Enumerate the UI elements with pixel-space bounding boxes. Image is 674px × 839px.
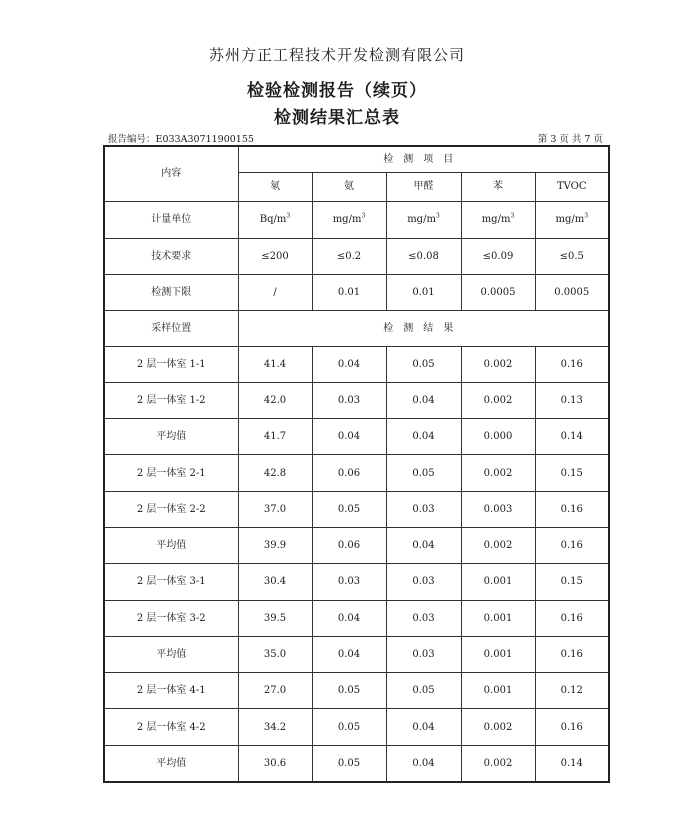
unit-exponent: 3: [510, 212, 515, 220]
value-cell: 0.16: [535, 636, 609, 672]
location-cell: 2 层一体室 4-2: [104, 709, 238, 745]
limit-cell: 0.01: [386, 274, 461, 310]
value-cell: 0.16: [535, 709, 609, 745]
value-cell: 0.03: [386, 491, 461, 527]
unit-exponent: 3: [286, 212, 291, 220]
limit-cell: 0.0005: [461, 274, 535, 310]
value-cell: 0.05: [312, 709, 386, 745]
table-row: [104, 745, 609, 781]
value-cell: 0.002: [461, 382, 535, 418]
value-cell: 0.002: [461, 455, 535, 491]
value-cell: 0.16: [535, 527, 609, 563]
value-cell: 0.06: [312, 527, 386, 563]
value-cell: 0.04: [386, 527, 461, 563]
table-row: [104, 709, 609, 745]
value-cell: 0.05: [312, 673, 386, 709]
report-meta: [108, 131, 603, 145]
location-cell: 2 层一体室 1-1: [104, 346, 238, 382]
unit-exponent: 3: [435, 212, 440, 220]
pollutant-header: TVOC: [535, 172, 609, 201]
unit-exponent: 3: [584, 212, 589, 220]
value-cell: 42.0: [238, 382, 312, 418]
value-cell: 0.04: [386, 709, 461, 745]
value-cell: 0.05: [386, 673, 461, 709]
report-subtitle: 检测结果汇总表: [274, 108, 400, 128]
limit-cell: 0.01: [312, 274, 386, 310]
requirement-cell: ≤0.2: [312, 238, 386, 274]
limit-label: 检测下限: [104, 274, 238, 310]
company-name: 苏州方正工程技术开发检测有限公司: [208, 46, 465, 64]
value-cell: 0.002: [461, 745, 535, 781]
value-cell: 34.2: [238, 709, 312, 745]
unit-base: Bq/m: [259, 214, 287, 225]
unit-cell: [238, 201, 312, 238]
location-cell: 2 层一体室 2-2: [104, 491, 238, 527]
requirement-label: 技术要求: [104, 238, 238, 274]
value-cell: 39.5: [238, 600, 312, 636]
requirement-cell: ≤200: [238, 238, 312, 274]
requirement-cell: ≤0.08: [386, 238, 461, 274]
page-info: 第 3 页 共 7 页: [537, 134, 603, 145]
table-row: [104, 673, 609, 709]
results-table-body: [104, 146, 609, 782]
location-cell: 2 层一体室 3-2: [104, 600, 238, 636]
value-cell: 0.03: [312, 564, 386, 600]
value-cell: 0.13: [535, 382, 609, 418]
value-cell: 0.03: [386, 636, 461, 672]
pollutant-header: 氨: [312, 172, 386, 201]
value-cell: 0.002: [461, 346, 535, 382]
limit-cell: /: [238, 274, 312, 310]
table-row: [104, 274, 609, 310]
value-cell: 0.15: [535, 455, 609, 491]
value-cell: 0.03: [386, 600, 461, 636]
value-cell: 0.001: [461, 564, 535, 600]
value-cell: 0.16: [535, 600, 609, 636]
value-cell: 0.14: [535, 745, 609, 781]
table-row: [104, 201, 609, 238]
value-cell: 39.9: [238, 527, 312, 563]
value-cell: 30.4: [238, 564, 312, 600]
requirement-cell: ≤0.09: [461, 238, 535, 274]
value-cell: 41.4: [238, 346, 312, 382]
value-cell: 0.05: [312, 745, 386, 781]
items-header: 检测项目: [238, 146, 609, 172]
table-row: [104, 310, 609, 346]
pollutant-header: 氡: [238, 172, 312, 201]
content-header: 内容: [104, 146, 238, 201]
table-row: [104, 455, 609, 491]
value-cell: 0.001: [461, 636, 535, 672]
value-cell: 0.06: [312, 455, 386, 491]
table-row: [104, 564, 609, 600]
table-row: [104, 491, 609, 527]
pollutant-header: 苯: [461, 172, 535, 201]
value-cell: 0.05: [386, 346, 461, 382]
table-row: [104, 238, 609, 274]
unit-base: mg/m: [332, 214, 362, 225]
unit-base: mg/m: [555, 214, 585, 225]
unit-base: mg/m: [481, 214, 511, 225]
value-cell: 0.04: [312, 346, 386, 382]
value-cell: 0.03: [312, 382, 386, 418]
unit-base: mg/m: [407, 214, 436, 225]
table-row: [104, 636, 609, 672]
value-cell: 0.14: [535, 419, 609, 455]
table-row: [104, 600, 609, 636]
value-cell: 0.03: [386, 564, 461, 600]
table-row: [104, 382, 609, 418]
location-cell: 2 层一体室 1-2: [104, 382, 238, 418]
unit-cell: [535, 201, 609, 238]
value-cell: 0.002: [461, 709, 535, 745]
location-cell: 平均值: [104, 745, 238, 781]
location-cell: 2 层一体室 4-1: [104, 673, 238, 709]
value-cell: 42.8: [238, 455, 312, 491]
value-cell: 0.003: [461, 491, 535, 527]
requirement-cell: ≤0.5: [535, 238, 609, 274]
value-cell: 0.002: [461, 527, 535, 563]
location-cell: 平均值: [104, 636, 238, 672]
pollutant-header: 甲醛: [386, 172, 461, 201]
table-row: [104, 346, 609, 382]
value-cell: 0.001: [461, 600, 535, 636]
table-row: [104, 527, 609, 563]
value-cell: 41.7: [238, 419, 312, 455]
value-cell: 0.04: [312, 600, 386, 636]
unit-cell: [386, 201, 461, 238]
value-cell: 0.15: [535, 564, 609, 600]
value-cell: 0.16: [535, 346, 609, 382]
value-cell: 0.16: [535, 491, 609, 527]
value-cell: 0.04: [386, 419, 461, 455]
unit-label: 计量单位: [104, 201, 238, 238]
value-cell: 27.0: [238, 673, 312, 709]
value-cell: 0.04: [312, 636, 386, 672]
report-title: 检验检测报告（续页）: [247, 81, 427, 101]
value-cell: 0.001: [461, 673, 535, 709]
value-cell: 35.0: [238, 636, 312, 672]
value-cell: 0.000: [461, 419, 535, 455]
table-row: [104, 419, 609, 455]
results-header: 检测结果: [238, 310, 609, 346]
location-cell: 平均值: [104, 527, 238, 563]
value-cell: 30.6: [238, 745, 312, 781]
results-table: [103, 145, 610, 783]
unit-cell: [461, 201, 535, 238]
value-cell: 0.04: [386, 382, 461, 418]
value-cell: 37.0: [238, 491, 312, 527]
value-cell: 0.12: [535, 673, 609, 709]
limit-cell: 0.0005: [535, 274, 609, 310]
report-number-value: E033A30711900155: [155, 134, 254, 145]
report-number-label: 报告编号：: [108, 134, 156, 145]
location-cell: 2 层一体室 2-1: [104, 455, 238, 491]
location-cell: 平均值: [104, 419, 238, 455]
location-cell: 2 层一体室 3-1: [104, 564, 238, 600]
value-cell: 0.05: [386, 455, 461, 491]
unit-exponent: 3: [361, 212, 366, 220]
table-row: [104, 146, 609, 172]
value-cell: 0.04: [386, 745, 461, 781]
value-cell: 0.04: [312, 419, 386, 455]
unit-cell: [312, 201, 386, 238]
report-number: [108, 131, 254, 145]
location-label: 采样位置: [104, 310, 238, 346]
value-cell: 0.05: [312, 491, 386, 527]
